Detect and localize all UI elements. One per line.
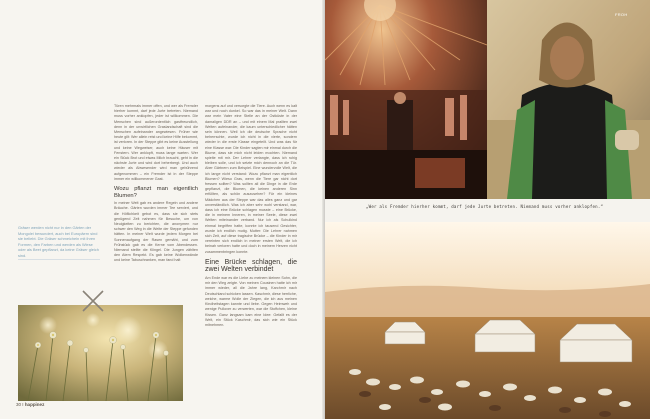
flower-photo (18, 305, 183, 401)
herder-portrait-image (487, 0, 650, 199)
page-number: 30 (16, 402, 22, 407)
steppe-landscape-image (325, 222, 650, 419)
magazine-name: happinez (24, 402, 45, 407)
yurt-interior-photo (325, 0, 487, 199)
flower-image (18, 305, 183, 401)
steppe-yurts-photo (325, 222, 650, 419)
section-label: FROH (615, 12, 628, 17)
pull-quote: „Wer als Fremder hierher kommt, darf jede Jurte betreten. Niemand muss vorher anklopfen.“ (366, 204, 604, 209)
page-footer (16, 402, 44, 407)
article-column-1 (114, 104, 198, 268)
article-paragraph: Türen mehrmals immer offen, und wer als Fremder hierher kommt, darf jede Jurte betreten. Niemand muss vorher anklopfen, jeder ist willkommen. Die Menschen sind außerordentlich gastfreundlich, denn in der unwirtlichen Graslandschaft sind die Menschen aufeinander angewiesen. Früher wie heute gilt: Wer allein reist und keine Hilfe bekommt, ist verloren. In der Steppe gibt es keine Ausstellung und keine Wegweiser, auch keine Häuser mit Fenstern. Wer anklopft, muss lange warten. Wer ein Stück Brot und etwas Milch braucht, geht in die nächste Jurte und wird dort beherbergt. Und auch wieder als Abwesender wird man gebührend aufgenommen – ein Fremder ist in der Steppe immer ein willkommener Gast. (114, 104, 198, 181)
article-paragraph: morgens auf und versorgte die Tiere. Auch wenn es kalt war und noch dunkel. So war das in meiner Welt. Dann war mein Vater eine Stelle an der Ostküste in der damaligen DDR an – und mit einem Mal prallten zwei Welten aufeinander, die kaum unterschiedlicher hätten sein können. Weil ich die deutsche Sprache nicht beherrschte, wurde ich nicht in die vierte, sondern wieder in die erste Klasse eingeteilt. Und was das für eine Klasse war: Die Kinder sagten mir einmal durch die Blume, dass sie mich nicht leiden mochten. Niemand spielte mit mir. Der Lehrer verlangte, dass ich ruhig bleiben solle, und ich setzte mich dennoch an die Tür. Aber Gärtnern zum Beispiel. Eine wundervolle Welt, die ich lange nicht verstand: Wozu pflanzt man eigentlich Blumen? Wieso Gras, wenn die Tiere gar nicht dort fressen sollten? Was sollten all die Dinge in die Erde gepflanzt, die Blumen, die keinen anderen Sinn erfüllten, als schön auszusehen? Für ein kleines Mädchen aus der Steppe war das alles ganz und gar unverständlich. Was ich aber sehr wohl verstand, war, dass ich eine Brücke schlagen musste – eine Brücke, die in meinem Inneren, in meiner Seele, diese zwei Welten miteinander verband. Nur ich als Schulkind einmal begriffen hatte, konnte ich tausend Gesichter, wurde ich endlich mutig. Mutter: Die Lehrer nahmen sich Zeit, auf diese tragische Brücke – die Kinder in mir vereinten sich endlich in meiner ersten Welt, die ich beinah verloren hatte und doch in meinem Herzen nicht zusammenbringen konnte. (205, 104, 297, 254)
yurt-interior-image (325, 0, 487, 199)
article-subheading: Wozu pflanzt man eigentlich Blumen? (114, 186, 198, 199)
article-subheading: Eine Brücke schlagen, die zwei Welten verbindet (205, 258, 297, 274)
photo-caption-note (18, 225, 100, 260)
article-column-2 (205, 104, 297, 332)
caption-line: Gräser werden nicht nur in den Gärten der Mongolei bewundert, auch bei Europäern sind sie beliebt. Die Gräser schmeicheln mit ihren Formen, den Farben und werden als Wiese oder als Beet gepflanzt, da keine Gräser gleich sind. (18, 225, 99, 258)
article-paragraph: In meiner Welt gab es andere Regeln und andere Bräuche. Gärten wurden immer Tee serviert, und die Höflichkeit gebot es, dass sie sich stets genügend Zeit nahmen für Besuche, um von Neuigkeiten zu berichten, die anonymen nur schwer den Weg in die Weite der Steppe gefunden hätten. In meiner Welt wurde jedem Morgen bei Sonnenaufgang der Rasen gemäht, und zum Frühstück gab es die Kerne vom Abendessen. Niemand stellte die Klingel. Die Jungen zählten den Atem Respekt. Es gab keine Wolkenwände und keine Tabuschranken, man fand halt (114, 201, 198, 263)
portrait-photo (487, 0, 650, 199)
footer-separator: I (22, 402, 24, 407)
cross-ornament-icon (80, 288, 106, 314)
article-paragraph: Am Ende war es die Liebe zu meinem kleinen Sohn, die mir den Weg zeigte. Von meinen Cousinen hatte ich mir immer wieder, all die Jahre lang, Karchmir nach Deutschland schicken lassen. Kaschmir, diese herrliche, weiche, warme Wolle der Ziegen, die ich aus meinen Kindheitstagen kannte und liebe. Gegen Heimweh und wenige Pullover zu verwerten, war die Stoffchen, kleine Kissen. Ganz langsam kam eine Idee: Gefallt es der Welt, ein Stück Kaschmir, das sich wie ein Stück mitnehmen. (205, 276, 297, 327)
